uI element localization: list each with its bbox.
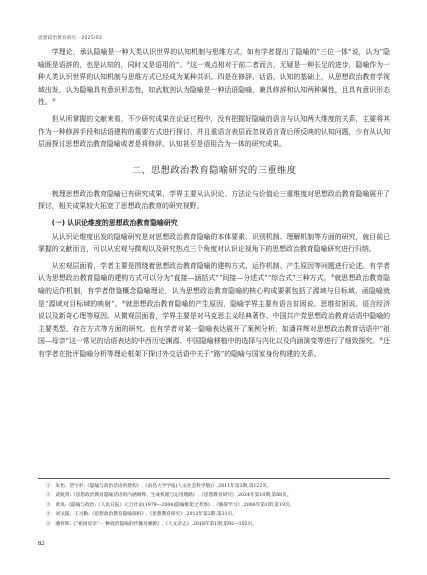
intro-paragraph <box>38 188 390 213</box>
footnote-marker: ① <box>186 61 191 67</box>
text-run: 从认识论维度出发的隐喻研究是对思想政治教育隐喻的本体要素、识别机制、理解机制等方面的研究，就目前已掌握的文献而言，可以从宏观与微观以及研究热点三个角度对认识论视角下的思想政治教育隐喻研究进行归纳。 <box>38 232 390 254</box>
running-head: 思想政治教育研究 · 2025/03 <box>38 36 102 41</box>
footnote-item: ① 朱怡、贺宇杉:《隐喻与政治话语的建构》,《南昌大学学报(人文社会科学版)》,2011年第3期,第122页。 <box>46 484 272 489</box>
paragraphs-top <box>38 46 390 151</box>
footnote-marker: ⑤ <box>379 337 384 343</box>
section-heading: 二、思想政治教育隐喻研究的三重维度 <box>131 164 297 176</box>
page-number: 82 <box>38 540 45 547</box>
paragraph <box>38 231 390 256</box>
paragraph <box>38 46 390 109</box>
paragraph <box>38 188 390 213</box>
footnote-marker: ④ <box>121 300 126 305</box>
text-run: 从宏观层面看，学者主要是围绕着思想政治教育隐喻的建构方式、运作机制、产生原因等问题进行论述。有学者认为思想政治教育隐喻的建构方式可以分为“直接—涵括式”“间接—分述式”“综合式”三种方式。 <box>38 261 390 283</box>
footnote-item: ② 武航剑:《思想政治教育隐喻话语的内涵阐释、生成机理与运用理路》,《思想教育研究》,2024年第10期,第68页。 <box>46 493 292 499</box>
text-run: 就思想政治教育隐喻的产生原因，隐喻学界主要有语言贫困说、思维贫困说、语言经济说以及新奇心理等原因。从微观层面看，学界主要是对马克思主义经典著作、中国共产党思想政治教育话语中隐喻的主要类型、存在方式等方面的研究。也有学者对某一隐喻表达展开了案例分析，如潘祥辉对思想政治教育话语中“祖国—母亲”这一常见的话语表达的中西历史渊源、中国隐喻移植中的选择与内化以及内涵演变等进行了细致探究。 <box>38 299 391 346</box>
footnote-item: ④ 刘戈筱、王习勤:《思想政治教育隐喻探析》,《思想教育研究》,2012年第2期,第31页。 <box>46 512 237 518</box>
text-run: 但从所掌握的文献来看，不少研究成果在论证过程中，没有把握好隐喻的语言与认知两大维度的关系，主要将其作为一种修辞手段和话语建构的重要方式进行探讨，并且重语言表层而忽视语言背后所反映的认知问题，少有从认知层面探讨思想政治教育隐喻或者是将修辞、认知甚至是语用合为一体的研究成果。 <box>38 114 390 149</box>
footnote-item: ③ 黄岚:《隐喻与政治:《人民日报》元旦社论(1979—2004)隐喻框架之考察》,《修辞学习》,2006年第1期,第19页。 <box>46 502 295 508</box>
text-run: 学理论，承认隐喻是一种人类认识世界的认知机制与思维方式，如有学者提出了隐喻的“三位一体”说，认为“隐喻既是语辞的，也是认知的，同时又是语用的”。 <box>38 48 390 69</box>
paragraph <box>38 260 390 361</box>
sub-heading: (一) 认识论维度的思想政治教育隐喻研究 <box>51 218 178 227</box>
footnote-divider <box>38 478 390 479</box>
text-run: 这一观点相对于前二者而言，无疑是一种长足的进步，隐喻作为一种人类认识世界的认知机制与思维方式已经成为某种共识。四是在修辞、话语、认知的基础上，从思想政治教育学视域出发，认为隐喻具有意识形态性，如武航剑认为隐喻是一种话语隐喻，兼具修辞和认知两种属性，且具有意识形态性。 <box>38 60 390 107</box>
footnotes <box>38 482 390 529</box>
footnote-item: ⑤ 潘祥辉:《“祖国母亲”:一种政治隐喻的传播及溯源》,《人文杂志》,2018年第1期,第92—102页。 <box>46 521 257 527</box>
footnote-marker: ② <box>51 98 56 104</box>
paragraph <box>38 113 390 151</box>
paragraphs-bottom <box>38 231 390 361</box>
footnote-marker: ③ <box>330 274 335 280</box>
text-run: 就思想政治教育隐喻的运作机制，有学者借鉴概念隐喻理论，认为思想政治教育隐喻的核心构成要素包括了源域与目标域、函隐喻就是“源域对目标域的映射”。 <box>38 274 390 308</box>
text-run: 还有学者在批评隐喻分析等理论框架下探讨外交话语中关于“路”的隐喻与国家身份构建的关系。 <box>38 337 390 358</box>
text-run: 梳理思想政治教育隐喻已有研究成果，学界主要从认识论、方法论与价值论三重维度对思想政治教育隐喻展开了探讨，相关成果较大拓宽了思想政治教育的研究视野。 <box>38 189 390 211</box>
article-body <box>38 46 390 364</box>
